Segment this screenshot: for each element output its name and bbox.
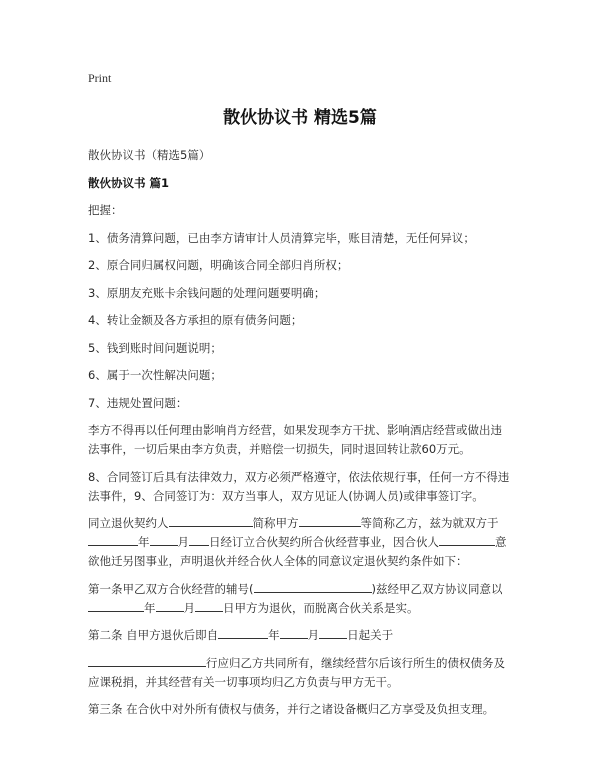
- blank-line: [169, 514, 253, 527]
- list-item: 6、属于一次性解决问题；: [88, 368, 222, 382]
- list-item: 2、原合同归属权问题，明确该合同全部归肖所权；: [88, 258, 349, 272]
- agreement-paragraph: [88, 514, 512, 571]
- article-text: )兹经甲乙双方协议同意以: [371, 581, 503, 596]
- print-label[interactable]: Print: [88, 71, 112, 85]
- blank-line: [156, 599, 184, 612]
- document-title: 散伙协议书 精选5篇: [223, 108, 377, 128]
- blank-line: [299, 514, 361, 527]
- blank-line: [88, 533, 138, 546]
- blank-line: [195, 599, 223, 612]
- article-3: 第三条 在合伙中对外所有债权与债务，并行之诸设备概归乙方享受及负担支理。: [88, 702, 495, 716]
- article-2-line-1: [88, 626, 512, 645]
- blank-line: [88, 654, 206, 667]
- agreement-text: 日经订立合伙契约所合伙经营事业，因合伙人: [209, 535, 439, 549]
- agreement-text: 意欲他迁另图事业，声明退伙并经合伙人全体的同意议定退伙契约条件如下：: [88, 535, 507, 568]
- list-item: 1、债务清算问题，已由李方请审计人员清算完毕，账目清楚，无任何异议；: [88, 230, 475, 245]
- article-text: 月: [183, 600, 195, 615]
- article-text: 年: [268, 628, 280, 642]
- blank-line: [189, 533, 209, 546]
- list-item: 3、原朋友充账卡余钱问题的处理问题要明确；: [88, 285, 326, 300]
- blank-line: [218, 626, 268, 639]
- article-text: 年: [144, 600, 156, 615]
- agreement-text: 简称甲方: [252, 516, 299, 530]
- list-item: 4、转让金额及各方承担的原有债务问题；: [88, 313, 303, 327]
- agreement-text: 月: [177, 535, 189, 549]
- blank-line: [439, 533, 495, 546]
- list-item: 5、钱到账时间问题说明；: [88, 340, 222, 355]
- agreement-text: 同立退伙契约人: [88, 516, 169, 530]
- document-subtitle: 散伙协议书（精选5篇）: [88, 148, 211, 162]
- blank-line: [280, 626, 308, 639]
- blank-line: [88, 599, 144, 612]
- article-text: 月: [307, 628, 320, 642]
- section-heading: 散伙协议书 篇1: [88, 175, 170, 190]
- article-1: [88, 580, 512, 618]
- blank-line: [254, 580, 372, 593]
- list-item: 7、违规处置问题：: [88, 395, 188, 410]
- agreement-text: 等简称乙方，兹为就双方于: [360, 516, 499, 530]
- article-text: 行应归乙方共同所有，继续经营尔后该行所生的债权债务及应课税捐，并其经营有关一切事项均归乙方负责与甲方无干。: [88, 655, 505, 689]
- contract-paragraph: 8、合同签订后具有法律效力，双方必须严格遵守，依法依规行事，任何一方不得违法事件，9、合同签订为：双方当事人，双方见证人(协调人员)或律事签订字。: [88, 469, 510, 503]
- agreement-text: 年: [138, 535, 150, 549]
- article-text: 第二条 自甲方退伙后即自: [88, 628, 219, 642]
- blank-line: [150, 533, 178, 546]
- article-text: 日起关于: [347, 628, 394, 642]
- article-text: 第一条甲乙双方合伙经营的辅号(: [88, 581, 254, 596]
- blank-line: [319, 626, 347, 639]
- article-2-line-2: [88, 654, 512, 692]
- violation-paragraph: 李方不得再以任何理由影响肖方经营，如果发现李方干扰、影响酒店经营或做出违法事件，一切后果由李方负责，并赔偿一切损失，同时退回转让款60万元。: [88, 423, 502, 456]
- article-text: 日甲方为退伙，而脱离合伙关系是实。: [223, 600, 419, 615]
- intro-text: 把握：: [88, 203, 123, 217]
